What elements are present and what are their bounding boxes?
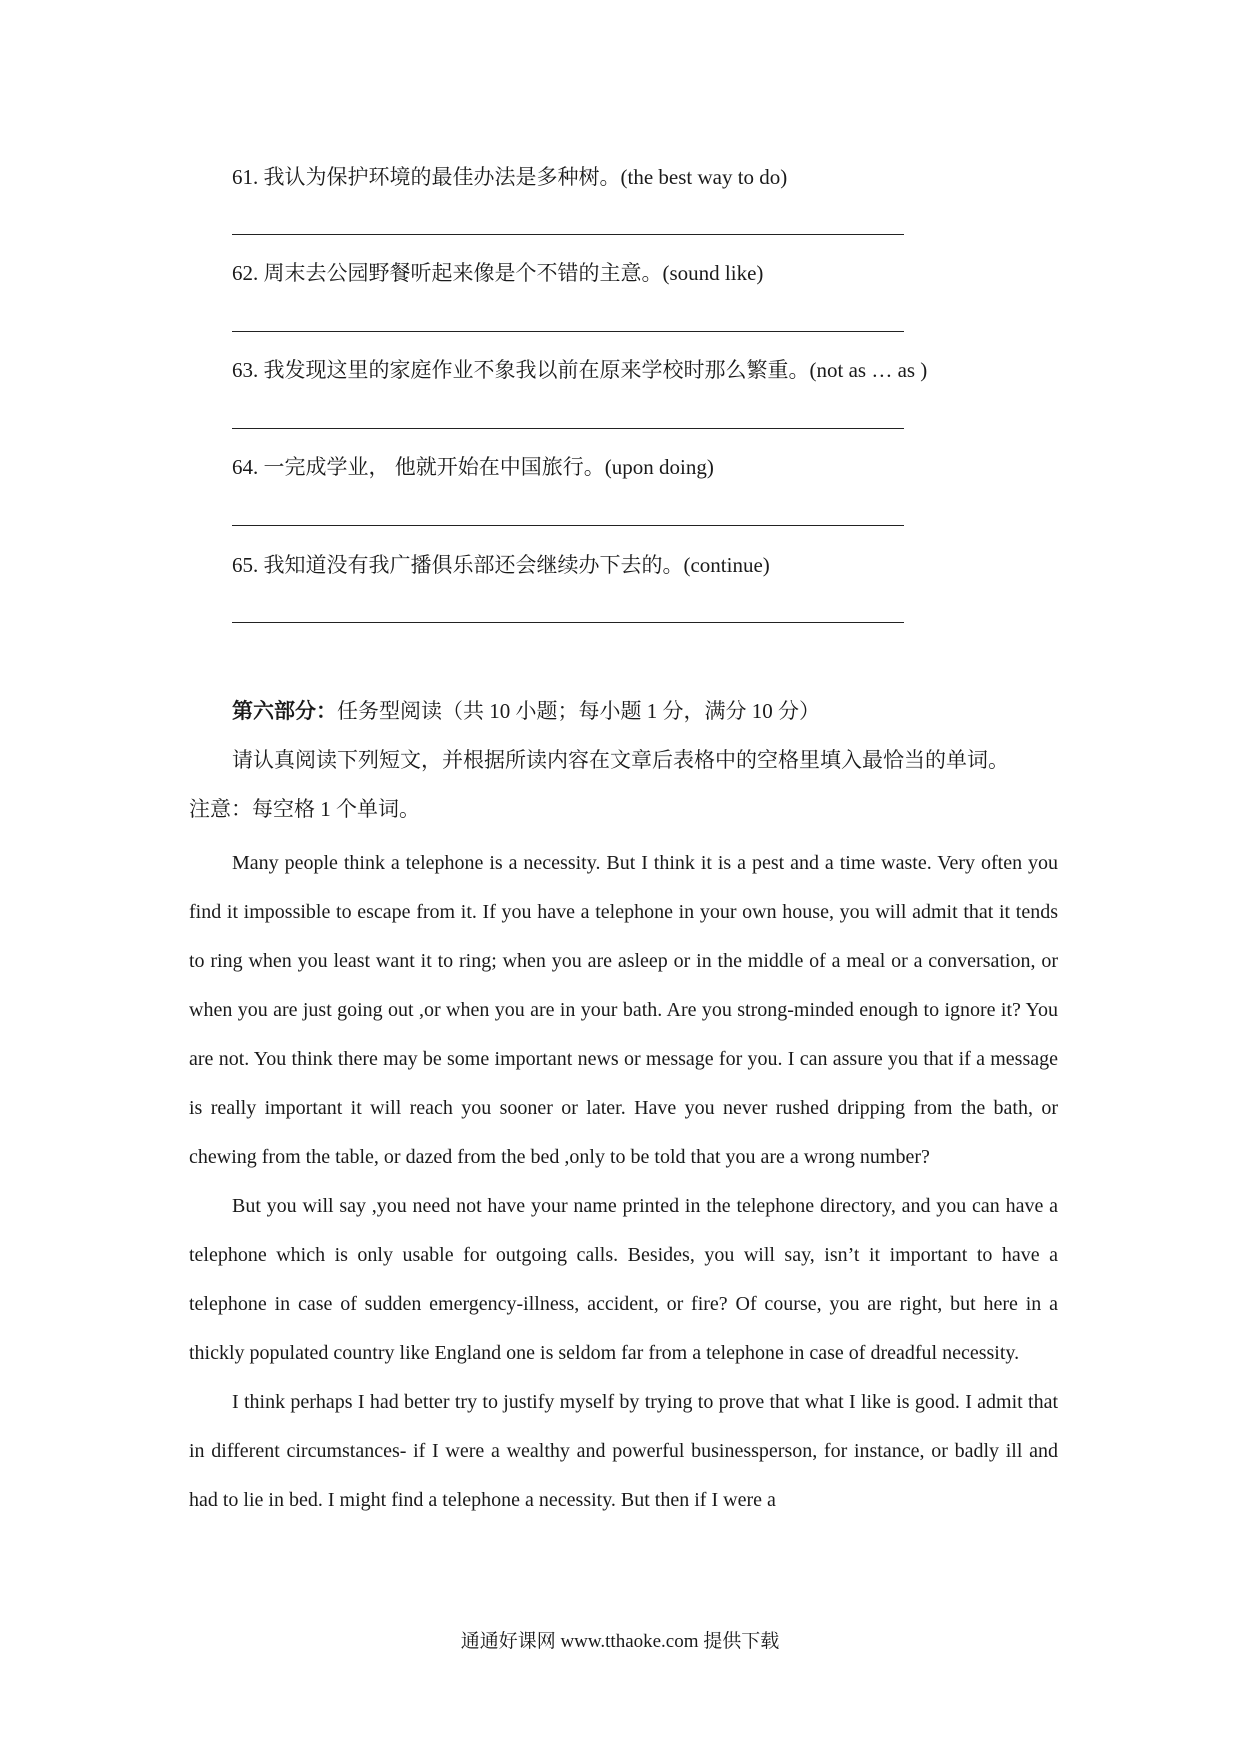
answer-line-64[interactable]: [232, 525, 904, 526]
question-text: 我发现这里的家庭作业不象我以前在原来学校时那么繁重。(not as … as ): [263, 358, 928, 382]
question-62: [232, 259, 1012, 287]
question-64: [232, 453, 1012, 481]
question-text: 我知道没有我广播俱乐部还会继续办下去的。(continue): [263, 553, 770, 577]
answer-line-65[interactable]: [232, 622, 904, 623]
page-footer: 通通好课网 www.tthaoke.com 提供下载: [460, 1631, 780, 1652]
passage-paragraph-2: But you will say ,you need not have your name printed in the telephone directory, and you can have a telephone which is only usable for outgoing calls. Besides, you will say, isn’t it important to have a telephone in case of sudden emergency-illness, accident, or fire? Of course, you are right, but here in a thickly populated country like England one is seldom far from a telephone in case of dreadful necessity.: [189, 1195, 1058, 1364]
question-number: 61.: [232, 165, 259, 189]
question-number: 65.: [232, 553, 259, 577]
passage-paragraph-3: I think perhaps I had better try to justify myself by trying to prove that what I like is good. I admit that in different circumstances- if I were a wealthy and powerful businessperson, for instance, or badly ill and had to lie in bed. I might find a telephone a necessity. But then if I were a: [189, 1391, 1058, 1511]
question-65: [232, 551, 1012, 579]
question-number: 62.: [232, 261, 259, 285]
passage-paragraph-1: Many people think a telephone is a necessity. But I think it is a pest and a time waste. Very often you find it impossible to escape from it. If you have a telephone in your own house, you will admit that it tends to ring when you least want it to ring; when you are asleep or in the middle of a meal or a conversation, or when you are just going out ,or when you are in your bath. Are you strong-minded enough to ignore it? You are not. You think there may be some important news or message for you. I can assure you that if a message is really important it will reach you sooner or later. Have you never rushed dripping from the bath, or chewing from the table, or dazed from the bed ,only to be told that you are a wrong number?: [189, 852, 1058, 1168]
question-63: [232, 356, 1012, 384]
section-title-bold: 第六部分：: [232, 699, 337, 723]
reading-passage: [189, 839, 1058, 1525]
section-instruction: 请认真阅读下列短文，并根据所读内容在文章后表格中的空格里填入最恰当的单词。: [232, 748, 1009, 772]
question-text: 我认为保护环境的最佳办法是多种树。(the best way to do): [263, 165, 788, 189]
answer-line-61[interactable]: [232, 234, 904, 235]
answer-line-62[interactable]: [232, 331, 904, 332]
question-text: 周末去公园野餐听起来像是个不错的主意。(sound like): [263, 261, 764, 285]
section-title: [232, 697, 820, 725]
question-text: 一完成学业， 他就开始在中国旅行。(upon doing): [263, 455, 714, 479]
answer-line-63[interactable]: [232, 428, 904, 429]
question-number: 64.: [232, 455, 259, 479]
section-note: 注意：每空格 1 个单词。: [189, 797, 420, 821]
section-title-rest: 任务型阅读（共 10 小题；每小题 1 分，满分 10 分）: [337, 699, 820, 723]
question-61: [232, 163, 1012, 191]
question-number: 63.: [232, 358, 259, 382]
